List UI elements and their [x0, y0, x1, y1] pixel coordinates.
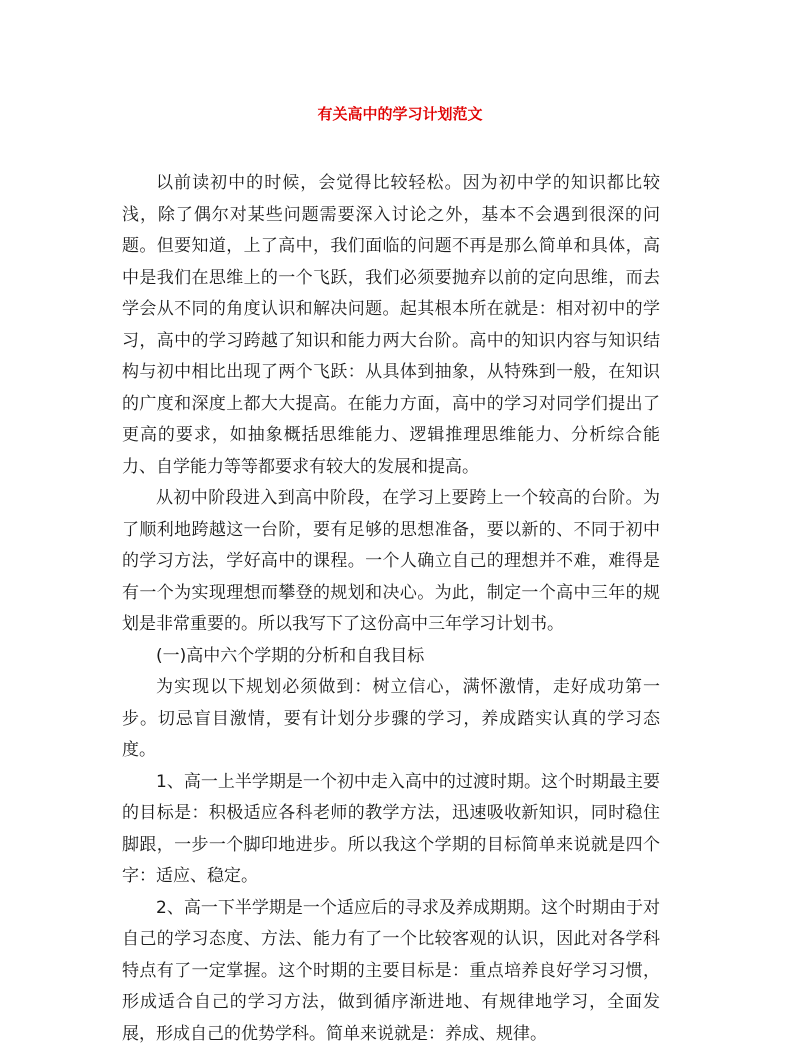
- paragraph-intro: 以前读初中的时候，会觉得比较轻松。因为初中学的知识都比较浅，除了偶尔对某些问题需要深入讨论之外，基本不会遇到很深的问题。但要知道，上了高中，我们面临的问题不再是那么简单和具体，高中是我们在思维上的一个飞跃，我们必须要抛弃以前的定向思维，而去学会从不同的角度认识和解决问题。起其根本所在就是：相对初中的学习，高中的学习跨越了知识和能力两大台阶。高中的知识内容与知识结构与初中相比出现了两个飞跃：从具体到抽象，从特殊到一般，在知识的广度和深度上都大大提高。在能力方面，高中的学习对同学们提出了更高的要求，如抽象概括思维能力、逻辑推理思维能力、分析综合能力、自学能力等等都要求有较大的发展和提高。: [122, 168, 660, 483]
- document-body: [122, 168, 660, 1050]
- document-title: 有关高中的学习计划范文: [0, 104, 800, 124]
- paragraph-transition: 从初中阶段进入到高中阶段，在学习上要跨上一个较高的台阶。为了顺利地跨越这一台阶，要有足够的思想准备，要以新的、不同于初中的学习方法，学好高中的课程。一个人确立自己的理想并不难，难得是有一个为实现理想而攀登的规划和决心。为此，制定一个高中三年的规划是非常重要的。所以我写下了这份高中三年学习计划书。: [122, 483, 660, 641]
- section-heading: (一)高中六个学期的分析和自我目标: [122, 641, 660, 673]
- paragraph-semester-2: 2、高一下半学期是一个适应后的寻求及养成期期。这个时期由于对自己的学习态度、方法、能力有了一个比较客观的认识，因此对各学科特点有了一定掌握。这个时期的主要目标是：重点培养良好学习习惯，形成适合自己的学习方法，做到循序渐进地、有规律地学习，全面发展，形成自己的优势学科。简单来说就是：养成、规律。: [122, 893, 660, 1050]
- paragraph-semester-1: 1、高一上半学期是一个初中走入高中的过渡时期。这个时期最主要的目标是：积极适应各科老师的教学方法，迅速吸收新知识，同时稳住脚跟，一步一个脚印地进步。所以我这个学期的目标简单来说就是四个字：适应、稳定。: [122, 767, 660, 893]
- paragraph-requirements: 为实现以下规划必须做到：树立信心，满怀激情，走好成功第一步。切忌盲目激情，要有计划分步骤的学习，养成踏实认真的学习态度。: [122, 672, 660, 767]
